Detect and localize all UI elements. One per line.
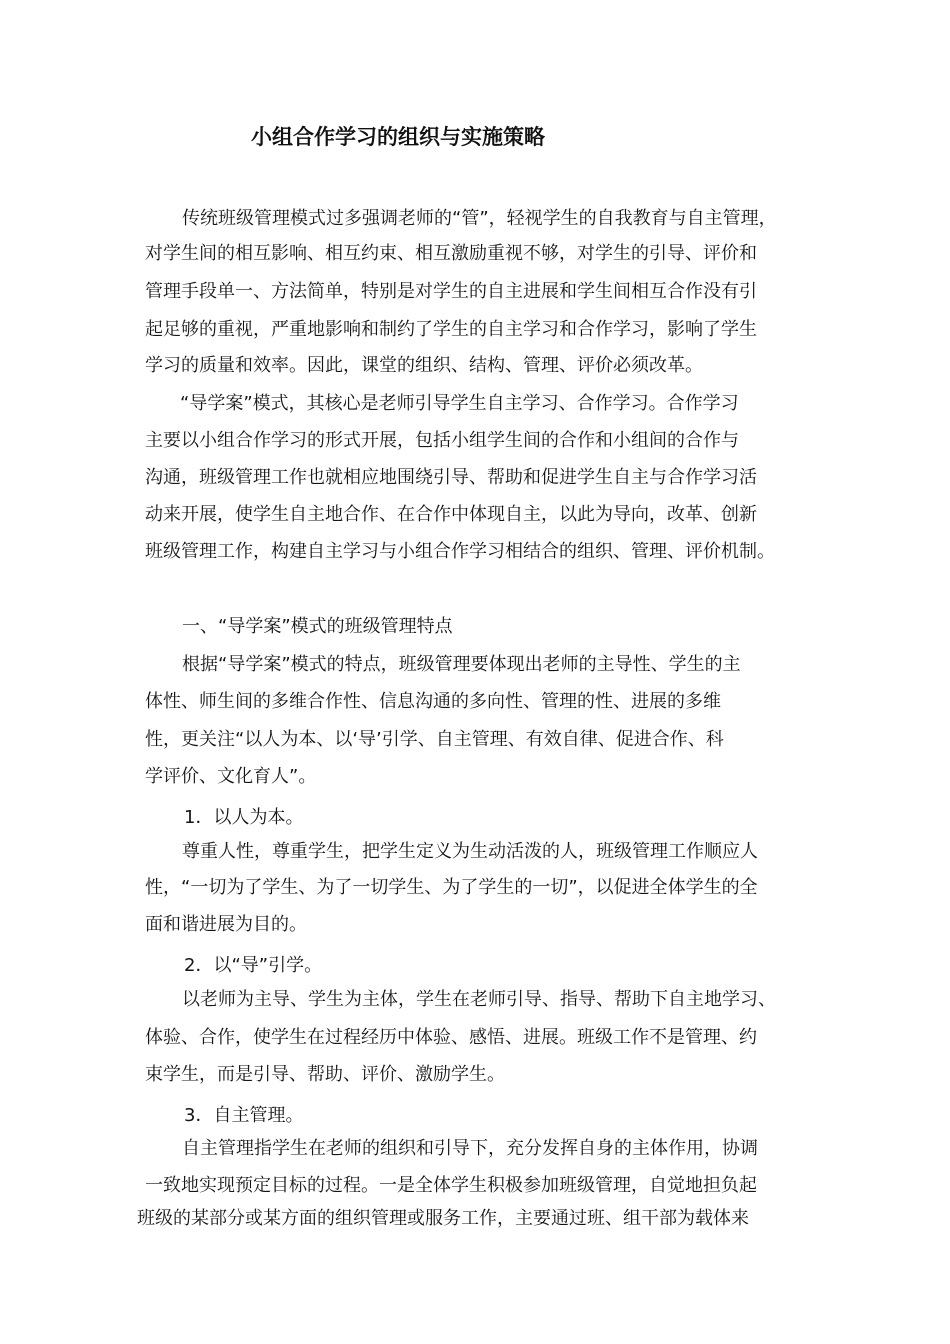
paragraph-line: 传统班级管理模式过多强调老师的“管”，轻视学生的自我教育与自主管理，	[182, 208, 777, 229]
paragraph-line: 尊重人性，尊重学生，把学生定义为生动活泼的人，班级管理工作顺应人	[182, 841, 758, 862]
subsection-heading: 2．以“导”引学。	[184, 955, 323, 976]
paragraph-line: 性，更关注“以人为本、以‘导’引学、自主管理、有效自律、促进合作、科	[145, 729, 724, 750]
paragraph-line: 自主管理指学生在老师的组织和引导下，充分发挥自身的主体作用，协调	[182, 1138, 758, 1159]
paragraph-line: 体性、师生间的多维合作性、信息沟通的多向性、管理的性、进展的多维	[145, 691, 721, 712]
paragraph-line: “导学案”模式，其核心是老师引导学生自主学习、合作学习。合作学习	[180, 393, 739, 414]
subsection-heading: 1．以人为本。	[184, 807, 304, 828]
section-heading: 一、“导学案”模式的班级管理特点	[182, 616, 453, 637]
paragraph-line: 束学生，而是引导、帮助、评价、激励学生。	[145, 1064, 505, 1085]
paragraph-line: 起足够的重视，严重地影响和制约了学生的自主学习和合作学习，影响了学生	[145, 319, 757, 340]
paragraph-line: 管理手段单一、方法简单，特别是对学生的自主进展和学生间相互合作没有引	[145, 281, 757, 302]
paragraph-line: 体验、合作，使学生在过程经历中体验、感悟、进展。班级工作不是管理、约	[145, 1027, 757, 1048]
paragraph-line: 对学生间的相互影响、相互约束、相互激励重视不够，对学生的引导、评价和	[145, 243, 757, 264]
paragraph-line: 性，“一切为了学生、为了一切学生、为了学生的一切”，以促进全体学生的全	[145, 877, 758, 898]
paragraph-line: 沟通，班级管理工作也就相应地围绕引导、帮助和促进学生自主与合作学习活	[145, 467, 757, 488]
paragraph-line: 班级的某部分或某方面的组织管理或服务工作，主要通过班、组干部为载体来	[137, 1208, 749, 1229]
document-title: 小组合作学习的组织与实施策略	[251, 125, 545, 149]
paragraph-line: 面和谐进展为目的。	[145, 914, 307, 935]
paragraph-line: 动来开展，使学生自主地合作、在合作中体现自主，以此为导向，改革、创新	[145, 504, 757, 525]
paragraph-line: 班级管理工作，构建自主学习与小组合作学习相结合的组织、管理、评价机制。	[145, 541, 775, 562]
paragraph-line: 主要以小组合作学习的形式开展，包括小组学生间的合作和小组间的合作与	[145, 430, 739, 451]
paragraph-line: 以老师为主导、学生为主体，学生在老师引导、指导、帮助下自主地学习、	[182, 989, 776, 1010]
subsection-heading: 3．自主管理。	[184, 1105, 304, 1126]
paragraph-line: 根据“导学案”模式的特点，班级管理要体现出老师的主导性、学生的主	[182, 654, 741, 675]
paragraph-line: 学习的质量和效率。因此，课堂的组织、结构、管理、评价必须改革。	[145, 355, 703, 376]
paragraph-line: 一致地实现预定目标的过程。一是全体学生积极参加班级管理，自觉地担负起	[145, 1175, 757, 1196]
paragraph-line: 学评价、文化育人”。	[145, 766, 317, 787]
